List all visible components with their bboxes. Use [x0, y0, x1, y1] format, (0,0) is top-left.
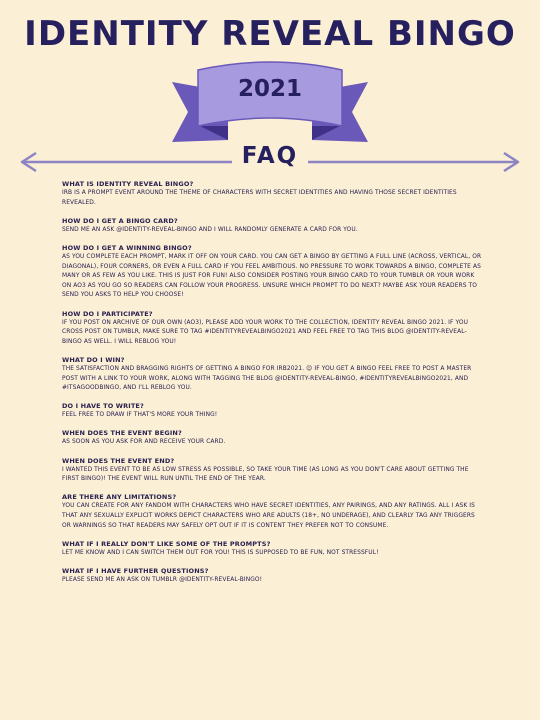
- faq-answer: IRB IS A PROMPT EVENT AROUND THE THEME OF CHARACTERS WITH SECRET IDENTITIES AND HAVING THOSE SECRET IDENTITIES REVEALED.: [62, 190, 457, 206]
- faq-item: [62, 310, 482, 348]
- faq-answer: PLEASE SEND ME AN ASK ON TUMBLR @IDENTITY-REVEAL-BINGO!: [62, 577, 263, 583]
- faq-answer: AS YOU COMPLETE EACH PROMPT, MARK IT OFF ON YOUR CARD. YOU CAN GET A BINGO BY GETTING A FULL LINE (ACROSS, VERTICAL, OR DIAGONAL), FOUR CORNERS, OR EVEN A FULL CARD IF YOU FEEL AMBITIOUS. NO PRESSURE TO WORK TOWARDS A BINGO, COMPLETE AS MANY OR AS FEW AS YOU LIKE. THIS IS JUST FOR FUN! ALSO CONSIDER POSTING YOUR BINGO CARD TO YOUR TUMBLR OR YOUR WORK ON AO3 AS YOU GO SO READERS CAN FOLLOW YOUR PROGRESS. UNSURE WHICH PROMPT TO DO NEXT? MAYBE ASK YOUR READERS TO SEND YOU ASKS TO HELP YOU CHOOSE!: [62, 253, 482, 299]
- faq-item: [62, 402, 482, 421]
- faq-item: [62, 180, 482, 208]
- faq-answer: YOU CAN CREATE FOR ANY FANDOM WITH CHARACTERS WHO HAVE SECRET IDENTITIES, ANY PAIRINGS, AND ANY RATINGS. ALL I ASK IS THAT ANY SEXUALLY EXPLICIT WORKS DEPICT CHARACTERS WHO ARE ADULTS (18+, NO UNDERAGE), AND CLEARLY TAG ANY TRIGGERS OR WARNINGS SO THAT READERS MAY SAFELY OPT OUT IF IT IS CONTENT THEY PREFER NOT TO CONSUME.: [62, 503, 475, 529]
- faq-question: WHAT IF I REALLY DON'T LIKE SOME OF THE PROMPTS?: [62, 539, 271, 548]
- faq-item: [62, 244, 482, 301]
- faq-answer: IF YOU POST ON ARCHIVE OF OUR OWN (AO3), PLEASE ADD YOUR WORK TO THE COLLECTION, IDENTITY REVEAL BINGO 2021. IF YOU CROSS POST ON TUMBLR, MAKE SURE TO TAG #IDENTITYREVEALBINGO2021 AND FEEL FREE TO TAG THIS BLOG @IDENTITY-REVEAL-BINGO AS WELL. I WILL REBLOG YOU!: [62, 319, 468, 345]
- faq-question: WHAT IF I HAVE FURTHER QUESTIONS?: [62, 567, 209, 575]
- faq-answer: I WANTED THIS EVENT TO BE AS LOW STRESS AS POSSIBLE, SO TAKE YOUR TIME (AS LONG AS YOU DON'T CARE ABOUT GETTING THE FIRST BINGO)! THE EVENT WILL RUN UNTIL THE END OF THE YEAR.: [62, 466, 469, 483]
- faq-item: [62, 217, 482, 236]
- faq-list: [62, 180, 482, 594]
- faq-item: [62, 429, 482, 448]
- faq-answer: LET ME KNOW AND I CAN SWITCH THEM OUT FOR YOU! THIS IS SUPPOSED TO BE FUN, NOT STRESSFUL!: [62, 549, 379, 556]
- faq-answer: THE SATISFACTION AND BRAGGING RIGHTS OF GETTING A BINGO FOR IRB2021. 😉 IF YOU GET A BINGO FEEL FREE TO POST A MASTER POST WITH A LINK TO YOUR WORK, ALONG WITH TAGGING THE BLOG @IDENTITY-REVEAL-BINGO, #IDENTITYREVEALBINGO2021, AND #ITSAGOODBINGO, AND I'LL REBLOG YOU.: [62, 365, 472, 392]
- faq-question: WHEN DOES THE EVENT END?: [62, 456, 175, 465]
- faq-question: DO I HAVE TO WRITE?: [62, 402, 144, 411]
- faq-item: [62, 457, 482, 485]
- faq-question: HOW DO I GET A BINGO CARD?: [62, 216, 178, 225]
- faq-question: ARE THERE ANY LIMITATIONS?: [62, 493, 177, 502]
- faq-answer: FEEL FREE TO DRAW IF THAT'S MORE YOUR THING!: [62, 412, 218, 419]
- faq-item: [62, 356, 482, 394]
- faq-question: WHAT DO I WIN?: [62, 355, 125, 364]
- faq-question: WHEN DOES THE EVENT BEGIN?: [62, 429, 182, 438]
- faq-question: HOW DO I PARTICIPATE?: [62, 309, 153, 318]
- faq-answer: AS SOON AS YOU ASK FOR AND RECEIVE YOUR CARD.: [62, 439, 226, 446]
- faq-item: [62, 493, 482, 531]
- page-title: IDENTITY REVEAL BINGO: [24, 14, 516, 54]
- banner-year: 2021: [237, 76, 302, 102]
- faq-heading: FAQ: [241, 143, 299, 169]
- faq-item: [62, 567, 482, 586]
- faq-item: [62, 540, 482, 559]
- faq-answer: SEND ME AN ASK @IDENTITY-REVEAL-BINGO AND I WILL RANDOMLY GENERATE A CARD FOR YOU.: [62, 226, 358, 233]
- faq-question: HOW DO I GET A WINNING BINGO?: [62, 243, 192, 252]
- faq-question: WHAT IS IDENTITY REVEAL BINGO?: [62, 180, 194, 188]
